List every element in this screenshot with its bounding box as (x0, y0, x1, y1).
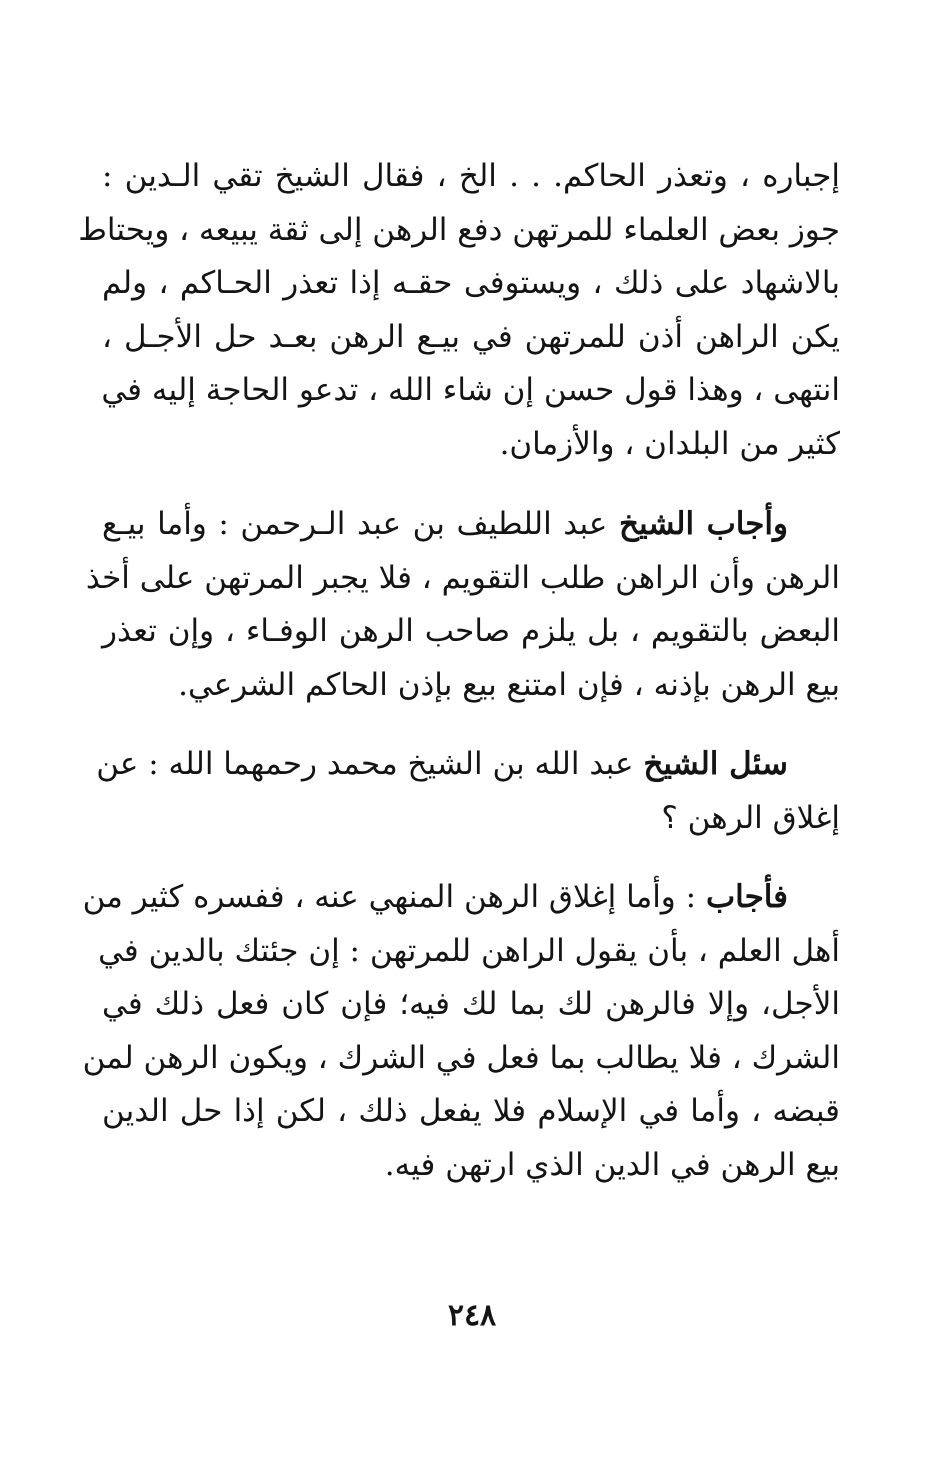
lead-rest: عبد اللطيف بن عبد الـرحمن : وأما بيـع (102, 506, 619, 542)
bold-lead: فأجاب (705, 879, 788, 915)
text-line-lead (96, 738, 840, 792)
paragraph-1 (78, 150, 840, 471)
text-line: الشرك ، فلا يطالب بما فعل في الشرك ، ويكون الرهن لمن (82, 1039, 840, 1076)
text-line: يكن الراهن أذن للمرتهن في بيـع الرهن بعـد حل الأجـل ، (102, 318, 840, 355)
lead-rest: عبد الله بن الشيخ محمد رحمهما الله : عن (96, 746, 644, 782)
text-line: بالاشهاد على ذلك ، ويستوفى حقـه إذا تعذر الحـاكم ، ولم (102, 265, 840, 301)
text-line: الأجل، وإلا فالرهن لك بما لك فيه؛ فإن كان فعل ذلك في (102, 986, 840, 1022)
page-body (78, 150, 840, 1192)
text-line: بيع الرهن بإذنه ، فإن امتنع بيع بإذن الحاكم الشرعي. (178, 666, 840, 703)
text-line-lead (82, 871, 840, 925)
lead-rest: : وأما إغلاق الرهن المنهي عنه ، ففسره كثير من (82, 879, 706, 915)
text-line: إغلاق الرهن ؟ (661, 799, 840, 836)
text-line: كثير من البلدان ، والأزمان. (499, 425, 840, 462)
text-line: قبضه ، وأما في الإسلام فلا يفعل ذلك ، لكن إذا حل الدين (102, 1093, 840, 1129)
paragraph-4 (82, 871, 840, 1192)
text-line: أهل العلم ، بأن يقول الراهن للمرتهن : إن جئتك بالدين في (98, 932, 840, 969)
text-line-lead (102, 498, 840, 552)
text-line: انتهى ، وهذا قول حسن إن شاء الله ، تدعو الحاجة إليه في (101, 372, 840, 408)
page-number: ٢٤٨ (447, 1298, 497, 1333)
bold-lead: سئل الشيخ (643, 746, 788, 782)
bold-lead: وأجاب الشيخ (619, 506, 788, 542)
text-line: بيع الرهن في الدين الذي ارتهن فيه. (384, 1146, 840, 1183)
paragraph-3 (96, 738, 840, 845)
text-line: البعض بالتقويم ، بل يلزم صاحب الرهن الوفـاء ، وإن تعذر (102, 613, 840, 649)
text-line: إجباره ، وتعذر الحاكم. . . الخ ، فقال الشيخ تقي الـدين : (102, 158, 840, 194)
paragraph-2 (85, 498, 840, 712)
text-line: الرهن وأن الراهن طلب التقويم ، فلا يجبر المرتهن على أخذ (85, 559, 840, 596)
text-line: جوز بعض العلماء للمرتهن دفع الرهن إلى ثقة يبيعه ، ويحتاط (78, 211, 840, 248)
